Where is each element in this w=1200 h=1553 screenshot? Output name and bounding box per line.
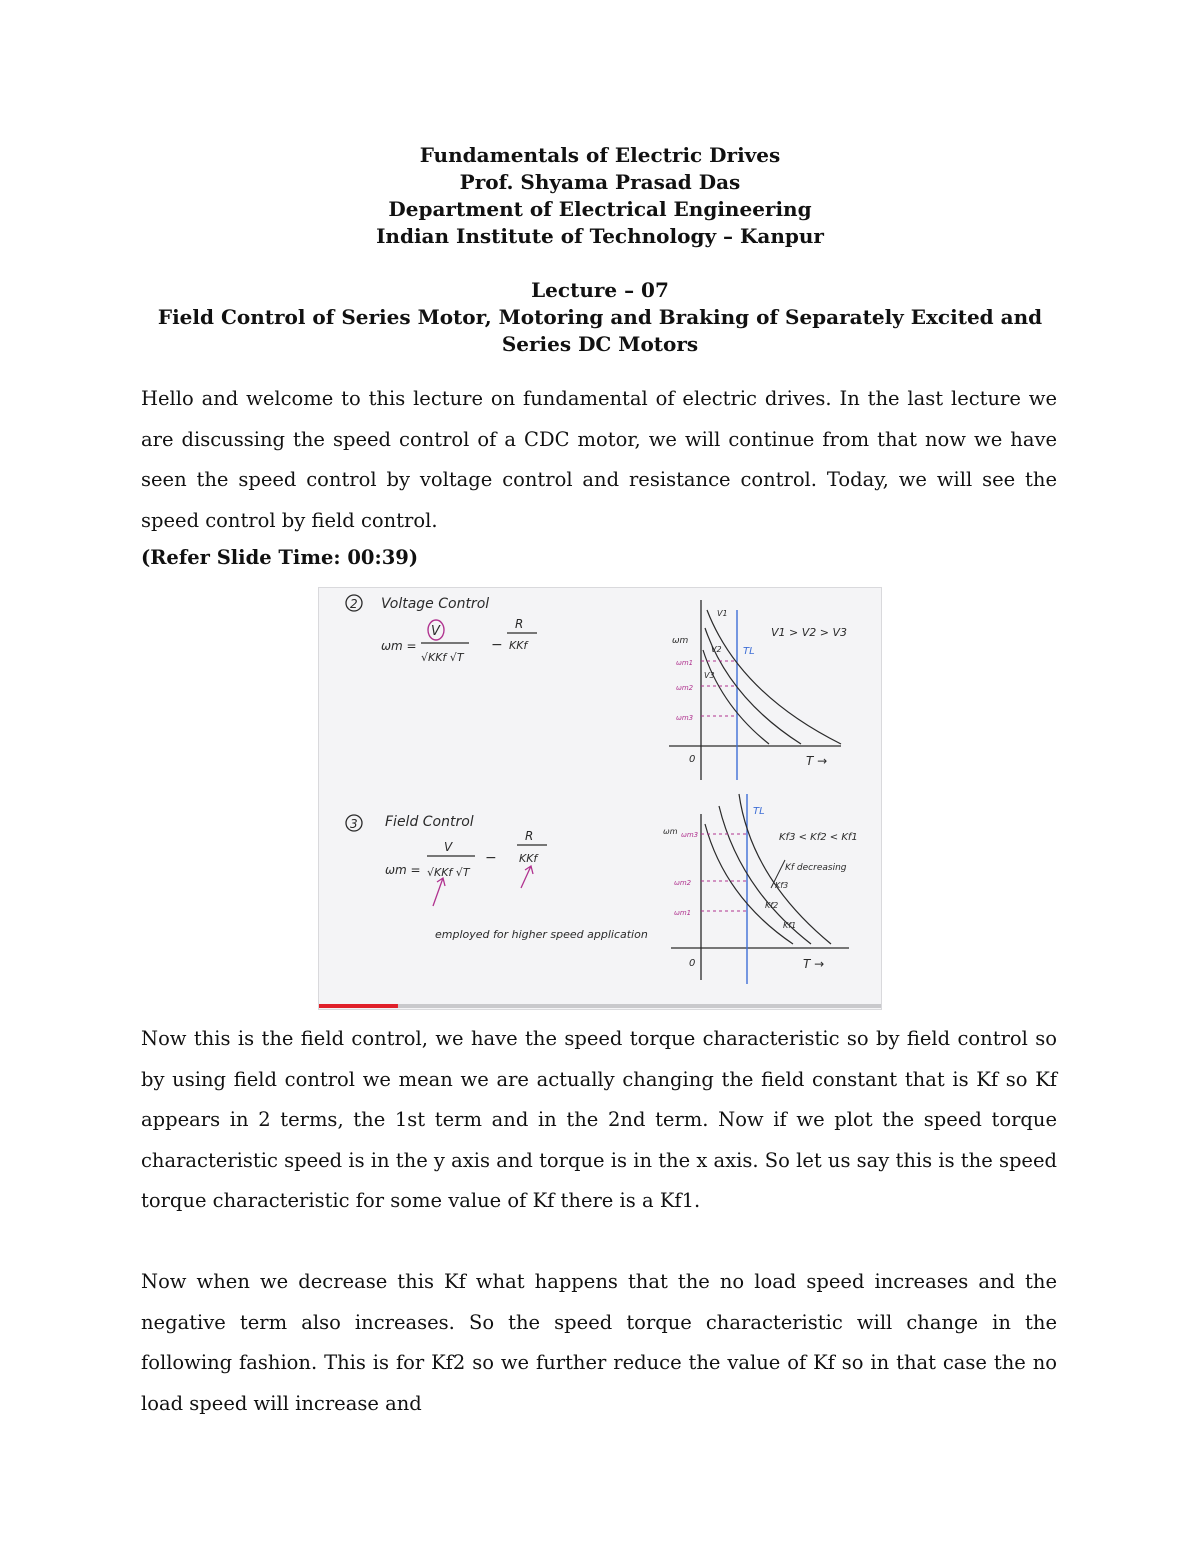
section1-denominator: √KKf √T — [421, 651, 464, 664]
graph1-x-label: T → — [806, 754, 828, 768]
section2-minus: − — [485, 850, 497, 866]
graph1-speed-1: ωm1 — [676, 659, 694, 667]
section2-denominator: √KKf √T — [427, 866, 470, 879]
section1-term-numerator: R — [515, 617, 524, 631]
video-progress-track[interactable] — [319, 1004, 882, 1008]
graph1-label-v1: V1 — [717, 609, 728, 618]
graph2-curve-kf2 — [719, 806, 811, 944]
graph1-origin: 0 — [689, 754, 696, 765]
graph1-speed-2: ωm2 — [676, 684, 694, 692]
graph1-label-v2: V2 — [711, 645, 722, 654]
graph2-speed-2: ωm2 — [674, 879, 692, 887]
section2-arrow-1 — [433, 878, 445, 906]
graph2-origin: 0 — [689, 958, 696, 969]
graph1-label-v3: V3 — [704, 671, 715, 680]
paragraph-field-control: Now this is the field control, we have the speed torque characteristic so by field control so by using field control we mean we are actually changing the field constant that is Kf so Kf appears in 2 terms, the 1st term and in the 2nd term. Now if we plot the speed torque characteristic speed is in the y axis and torque is in the x axis. So let us say this is the speed torque characteristic for some value of Kf there is a Kf1. — [141, 1027, 1057, 1212]
graph1-y-label: ωm — [672, 636, 689, 646]
department-name: Department of Electrical Engineering — [388, 197, 812, 221]
graph2-speed-3: ωm1 — [674, 909, 692, 917]
section2-lhs: ωm = — [385, 863, 421, 877]
graph1-curve-v3 — [703, 650, 769, 744]
section1-number: 2 — [350, 597, 358, 611]
video-progress-fill — [319, 1004, 398, 1008]
section2-numerator: V — [444, 840, 453, 854]
graph2-label-kf1: Kf1 — [783, 921, 797, 930]
section2-note: employed for higher speed application — [435, 928, 648, 941]
intro-paragraph: Hello and welcome to this lecture on fundamental of electric drives. In the last lecture we are discussing the speed control of a CDC motor, we will continue from that now we have seen the speed control by voltage control and resistance control. Today, we will see the speed control by field control. — [141, 387, 1057, 532]
graph1-relation: V1 > V2 > V3 — [771, 626, 847, 639]
section2-term-numerator: R — [525, 829, 534, 843]
section2-term-denominator: KKf — [519, 852, 538, 865]
section1-heading: Voltage Control — [381, 596, 490, 612]
graph2-label-kf3: Kf3 — [775, 881, 789, 890]
course-title: Fundamentals of Electric Drives — [419, 143, 781, 167]
graph2-label-kf2: Kf2 — [765, 901, 779, 910]
graph1-speed-3: ωm3 — [676, 714, 694, 722]
graph2-decreasing: Kf decreasing — [785, 863, 847, 873]
graph2-load-label: TL — [753, 806, 765, 817]
section1-lhs: ωm = — [381, 639, 417, 653]
graph2-y-label: ωm — [663, 827, 678, 836]
graph2-relation: Kf3 < Kf2 < Kf1 — [779, 832, 858, 843]
graph2-speed-1: ωm3 — [681, 831, 699, 839]
section1-minus: − — [491, 637, 503, 653]
section1-term-denominator: KKf — [509, 639, 528, 652]
graph1-load-label: TL — [743, 646, 755, 657]
refer-slide-time: (Refer Slide Time: 00:39) — [141, 546, 419, 569]
section2-arrow-2 — [521, 866, 533, 888]
paragraph-decrease-kf: Now when we decrease this Kf what happens that the no load speed increases and the negative term also increases. So the speed torque characteristic will change in the following fashion. This is for Kf2 so we further reduce the value of Kf so in that case the no load speed will increase and — [141, 1270, 1057, 1415]
document-header — [0, 142, 1200, 358]
slide-drawing — [319, 588, 882, 1010]
professor-name: Prof. Shyama Prasad Das — [459, 170, 741, 194]
graph2-x-label: T → — [803, 957, 825, 971]
lecture-number: Lecture – 07 — [531, 278, 669, 302]
section2-heading: Field Control — [385, 814, 474, 830]
lecture-slide-video[interactable] — [318, 587, 882, 1010]
section1-numerator: V — [431, 624, 440, 639]
section2-number: 3 — [350, 817, 358, 831]
institute-name: Indian Institute of Technology – Kanpur — [376, 224, 824, 248]
lecture-title: Field Control of Series Motor, Motoring and Braking of Separately Excited and Series DC Motors — [157, 305, 1043, 356]
